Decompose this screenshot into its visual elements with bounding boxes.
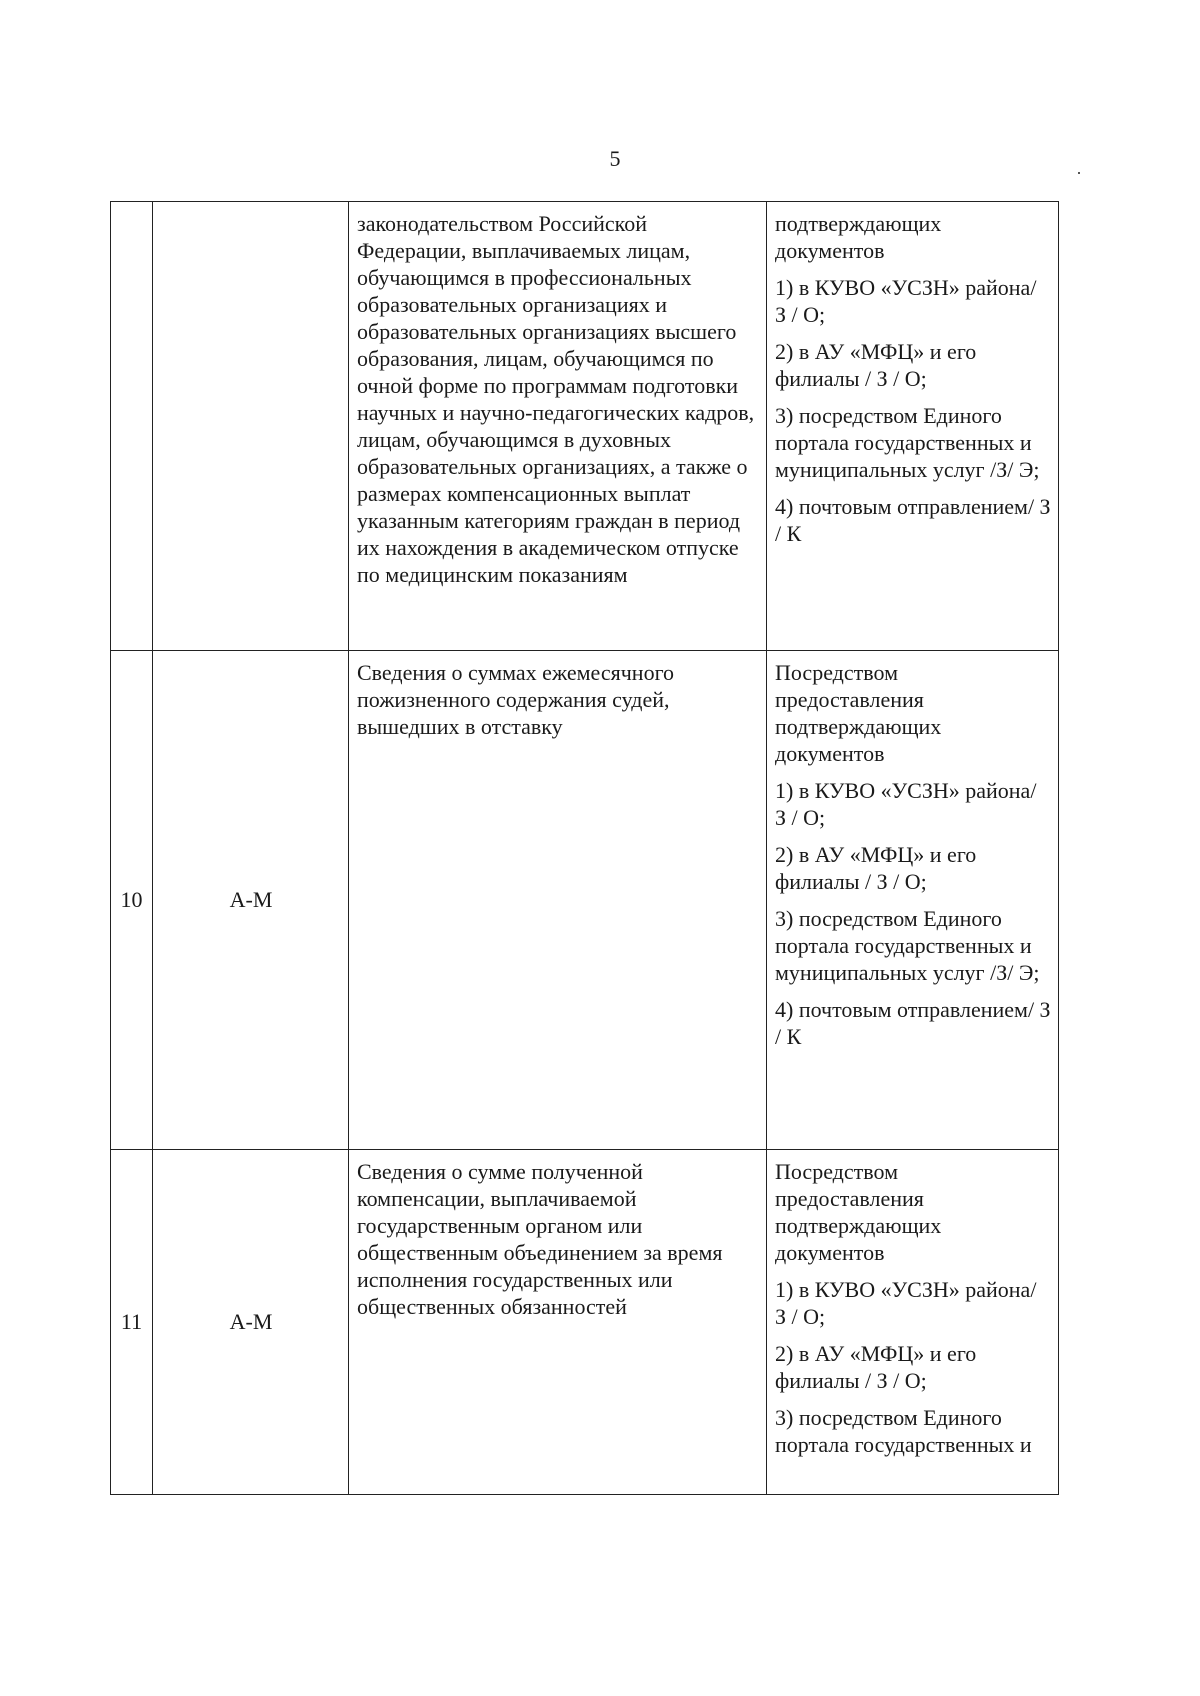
method-item: подтверждающих документов — [775, 211, 942, 263]
page-number: 5 — [609, 146, 621, 171]
table-row — [111, 202, 1059, 651]
services-table — [110, 201, 1059, 1495]
method-item: 2) в АУ «МФЦ» и его филиалы / З / О; — [775, 1341, 977, 1393]
row-number: 10 — [111, 651, 153, 1150]
method-item: 1) в КУВО «УСЗН» района/ З / О; — [775, 778, 1037, 830]
row-code — [153, 202, 349, 651]
row-description: законодательством Российской Федерации, выплачиваемых лицам, обучающимся в профессиональных образовательных организациях и образовательных организациях высшего образования, лицам, обучающимся по очной форме по программам подготовки научных и научно-педагогических кадров, лицам, обучающимся в духовных образовательных организациях, а также о размерах компенсационных выплат указанным категориям граждан в период их нахождения в академическом отпуске по медицинским показаниям — [349, 202, 767, 651]
method-item: 3) посредством Единого портала государственных и — [775, 1405, 1032, 1457]
method-item: Посредством предоставления подтверждающих документов — [775, 660, 942, 766]
row-submission-methods — [767, 651, 1059, 1150]
method-item: 2) в АУ «МФЦ» и его филиалы / З / О; — [775, 842, 977, 894]
method-item: 1) в КУВО «УСЗН» района/ З / О; — [775, 1277, 1037, 1329]
scan-speck — [1078, 172, 1080, 174]
row-code: А-М — [153, 651, 349, 1150]
row-code: А-М — [153, 1150, 349, 1495]
row-number: 11 — [111, 1150, 153, 1495]
method-item: 4) почтовым отправлением/ З / К — [775, 494, 1051, 546]
method-item: 2) в АУ «МФЦ» и его филиалы / З / О; — [775, 339, 977, 391]
table-row — [111, 1150, 1059, 1495]
method-item: 1) в КУВО «УСЗН» района/ З / О; — [775, 275, 1037, 327]
method-item: Посредством предоставления подтверждающих документов — [775, 1159, 942, 1265]
row-submission-methods — [767, 202, 1059, 651]
method-item: 4) почтовым отправлением/ З / К — [775, 997, 1051, 1049]
table-row — [111, 651, 1059, 1150]
row-number — [111, 202, 153, 651]
method-item: 3) посредством Единого портала государственных и муниципальных услуг /З/ Э; — [775, 403, 1040, 482]
row-description: Сведения о сумме полученной компенсации, выплачиваемой государственным органом или общественным объединением за время исполнения государственных или общественных обязанностей — [349, 1150, 767, 1495]
method-item: 3) посредством Единого портала государственных и муниципальных услуг /З/ Э; — [775, 906, 1040, 985]
row-submission-methods — [767, 1150, 1059, 1495]
row-description: Сведения о суммах ежемесячного пожизненного содержания судей, вышедших в отставку — [349, 651, 767, 1150]
